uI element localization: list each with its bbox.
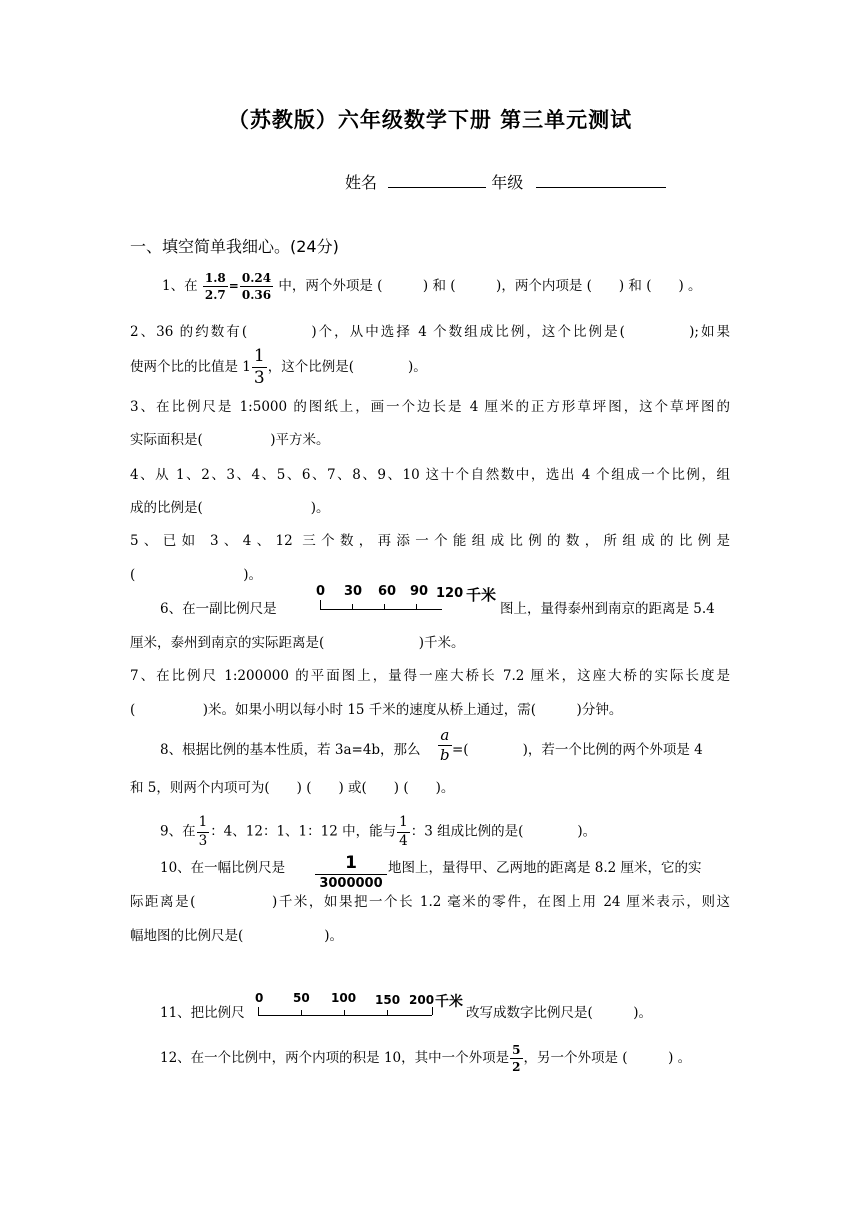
q6-line-scale: [316, 584, 506, 614]
question-7-line-2: ( )米。如果小明以每小时 15 千米的速度从桥上通过，需( )分钟。: [130, 702, 623, 718]
question-10-line-2: 际距离是( )千米，如果把一个长 1.2 毫米的零件，在图上用 24 厘米表示，则这: [130, 894, 730, 910]
q8-text-a: 8、根据比例的基本性质，若 3a=4b，那么: [160, 742, 421, 758]
q9-text-b: ：4、12：1、1：12 中，能与: [210, 823, 397, 840]
question-9: [160, 816, 760, 848]
q10-ratio-fraction: [315, 853, 387, 891]
q6-scale-tick: [416, 604, 417, 609]
q6-scale-label-30: 30: [344, 584, 363, 599]
question-10-line-3: 幅地图的比例尺是( )。: [130, 928, 344, 944]
question-3-line-2: 实际面积是( )平方米。: [130, 432, 330, 448]
q1-equals: =: [228, 279, 239, 293]
question-12: [160, 1044, 760, 1073]
q6-scale-bar: [320, 609, 442, 610]
q11-scale-label-150: 150: [375, 993, 401, 1007]
q2-text-b: ，这个比例是( )。: [267, 359, 427, 375]
grade-blank[interactable]: [536, 171, 666, 188]
q6-text-b: 图上，量得泰州到南京的距离是 5.4: [500, 601, 715, 617]
name-label: 姓名: [345, 173, 378, 192]
question-2-line-1: 2、36 的约数有( )个，从中选择 4 个数组成比例，这个比例是( );如果: [130, 324, 730, 340]
q11-line-scale: [255, 991, 465, 1021]
q10-text-b: 地图上，量得甲、乙两地的距离是 8.2 厘米，它的实: [388, 860, 702, 876]
q6-text-a: 6、在一副比例尺是: [160, 601, 277, 617]
name-grade-line: [345, 170, 666, 193]
q10-text-a: 10、在一幅比例尺是: [160, 860, 286, 876]
q1-text-a: 1、在: [162, 278, 198, 294]
question-6-line-2: 厘米，泰州到南京的实际距离是( )千米。: [130, 635, 465, 651]
question-3-line-1: 3、在比例尺是 1:5000 的图纸上，画一个边长是 4 厘米的正方形草坪图，这个草坪图的: [130, 399, 730, 415]
q11-scale-tick: [301, 1010, 302, 1015]
q11-scale-tick: [344, 1010, 345, 1015]
question-2-line-2: [130, 348, 730, 387]
q6-scale-label-60: 60: [378, 584, 397, 599]
question-5-line-2: ( )。: [130, 567, 263, 583]
question-1: [162, 272, 762, 301]
q11-scale-bar: [258, 1015, 432, 1016]
question-4-line-1: 4、从 1、2、3、4、5、6、7、8、9、10 这十个自然数中，选出 4 个组成一个比例，组: [130, 467, 730, 483]
q6-scale-label-0: 0: [316, 584, 326, 599]
q11-text-a: 11、把比例尺: [160, 1005, 245, 1021]
q12-text-a: 12、在一个比例中，两个内项的积是 10，其中一个外项是: [160, 1050, 510, 1066]
question-5-line-1: 5、已如 3、4、12 三个数，再添一个能组成比例的数，所组成的比例是: [130, 533, 730, 549]
q9-text-c: ：3 组成比例的是( )。: [410, 823, 597, 840]
q9-text-a: 9、在: [160, 823, 196, 840]
q6-scale-tick: [352, 604, 353, 609]
q8-fraction: $\frac{a}{b}$: [440, 726, 450, 764]
name-blank[interactable]: [388, 171, 486, 188]
q1-fraction-2: $\frac{0.24}{0.36}$: [241, 271, 272, 302]
q11-text-b: 改写成数字比例尺是( )。: [466, 1005, 653, 1021]
question-7-line-1: 7、在比例尺 1:200000 的平面图上，量得一座大桥长 7.2 厘米，这座大桥的实际长度是: [130, 668, 730, 684]
q6-scale-label-120: 120: [436, 586, 464, 601]
section-heading: 一、填空简单我细心。(24分): [130, 237, 339, 256]
q2-fraction: $\frac{1}{3}$: [253, 346, 265, 388]
q8-text-b: =( )，若一个比例的两个外项是 4: [452, 742, 703, 758]
q6-scale-tick: [384, 604, 385, 609]
q12-fraction: $\frac{5}{2}$: [512, 1043, 521, 1074]
q6-scale-unit: 千米: [466, 586, 497, 604]
q11-scale-tick: [387, 1010, 388, 1015]
question-8-line-2: 和 5，则两个内项可为( ) ( ) 或( ) ( )。: [130, 780, 455, 796]
q9-fraction-1: $\frac{1}{3}$: [198, 814, 208, 849]
page-title: （苏教版）六年级数学下册 第三单元测试: [227, 108, 633, 132]
q11-scale-tick: [432, 1007, 433, 1015]
q11-scale-label-50: 50: [293, 991, 310, 1005]
q6-scale-tick: [320, 600, 321, 610]
q9-fraction-2: $\frac{1}{4}$: [399, 814, 408, 849]
q10-ratio-denominator: 3000000: [319, 876, 383, 891]
question-4-line-2: 成的比例是( )。: [130, 500, 330, 516]
q2-text-a: 使两个比的比值是 1: [130, 359, 251, 375]
q12-text-b: ，另一个外项是 ( ) 。: [523, 1050, 692, 1066]
q1-text-b: 中，两个外项是 ( ) 和 ( )，两个内项是 ( ) 和 ( ) 。: [278, 278, 702, 294]
q11-scale-unit: 千米: [435, 994, 463, 1010]
q1-fraction-1: $\frac{1.8}{2.7}$: [204, 271, 226, 302]
grade-label: 年级: [491, 173, 524, 192]
q11-scale-label-200: 200: [409, 993, 435, 1007]
q6-scale-label-90: 90: [410, 584, 429, 599]
q10-ratio-numerator: 1: [315, 853, 387, 875]
q11-scale-label-0: 0: [255, 991, 264, 1005]
q11-scale-label-100: 100: [331, 991, 357, 1005]
q11-scale-tick: [258, 1007, 259, 1015]
